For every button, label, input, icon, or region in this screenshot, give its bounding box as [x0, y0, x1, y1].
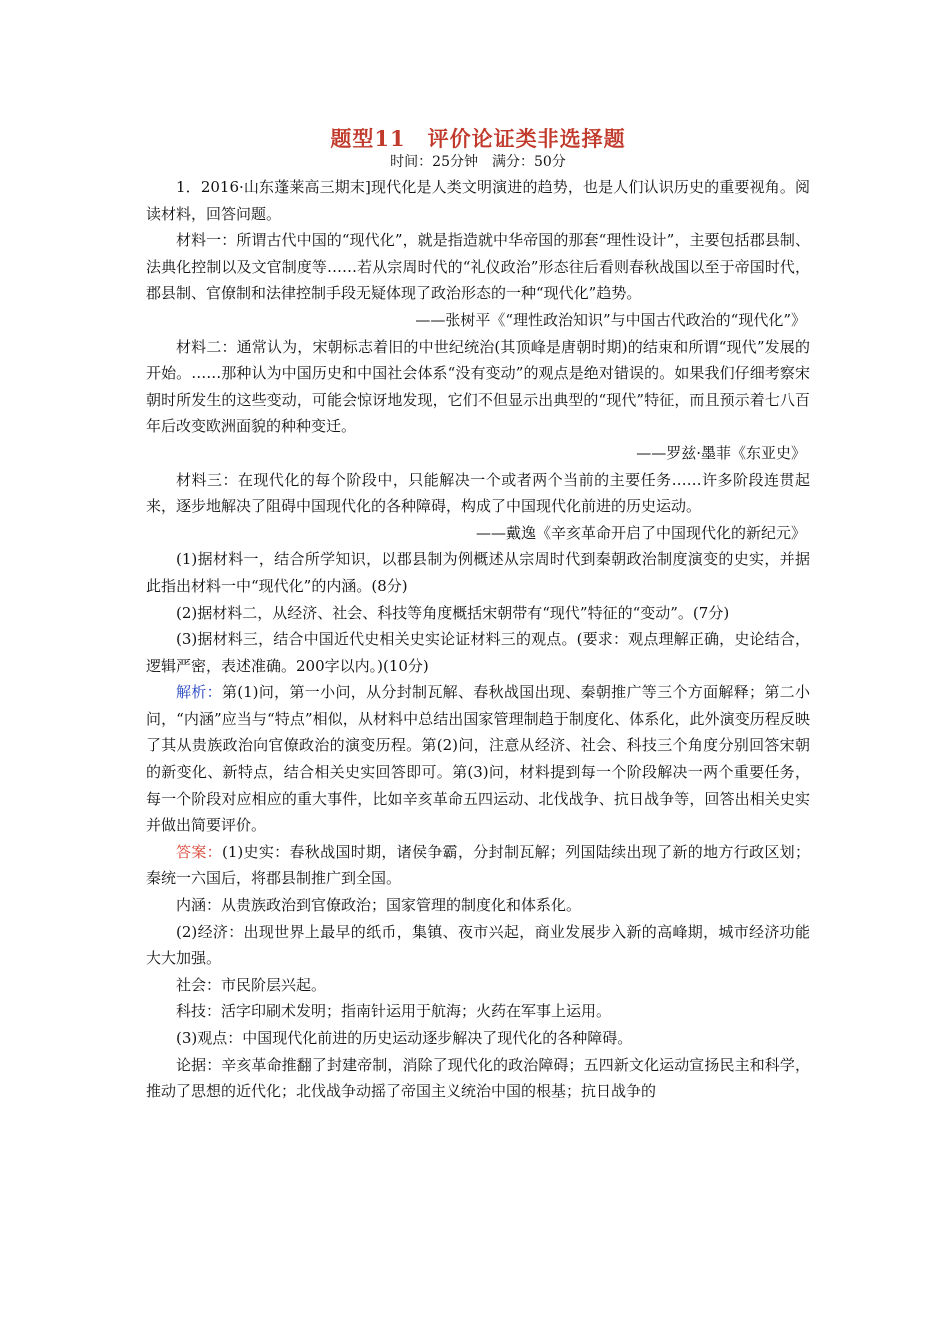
sub-question-1: (1)据材料一，结合所学知识，以郡县制为例概述从宗周时代到秦朝政治制度演变的史实，并据此指出材料一中“现代化”的内涵。(8分) [146, 550, 810, 595]
material-3: 材料三：在现代化的每个阶段中，只能解决一个或者两个当前的主要任务……许多阶段连贯起来，逐步地解决了阻碍中国现代化的各种障碍，构成了中国现代化前进的历史运动。 [146, 470, 810, 516]
answer-3-viewpoint: (3)观点：中国现代化前进的历史运动逐步解决了现代化的各种障碍。 [176, 1029, 633, 1047]
material-1: 材料一：所谓古代中国的“现代化”，就是指造就中华帝国的那套“理性设计”，主要包括郡县制、法典化控制以及文官制度等……若从宗周时代的“礼仪政治”形态往后看则春秋战国以至于帝国时代，郡县制、官僚制和法律控制手段无疑体现了政治形态的一种“现代化”趋势。 [146, 231, 810, 303]
analysis-text: 第(1)问，第一小问，从分封制瓦解、春秋战国出现、秦朝推广等三个方面解释；第二小问，“内涵”应当与“特点”相似，从材料中总结出国家管理制趋于制度化、体系化，此外演变历程反映了其从贵族政治向官僚政治的演变历程。第(2)问，注意从经济、社会、科技三个角度分别回答宋朝的新变化、新特点，结合相关史实回答即可。第(3)问，材料提到每一个阶段解决一两个重要任务，每一个阶段对应相应的重大事件，比如辛亥革命五四运动、北伐战争、抗日战争等，回答出相关史实并做出简要评价。 [146, 683, 810, 835]
sub-question-2: (2)据材料二，从经济、社会、科技等角度概括宋朝带有“现代”特征的“变动”。(7分) [176, 603, 730, 622]
analysis-label: 解析： [176, 683, 222, 702]
analysis-paragraph [146, 679, 810, 839]
sub-question-3: (3)据材料三，结合中国近代史相关史实论证材料三的观点。(要求：观点理解正确，史论结合，逻辑严密，表述准确。200字以内。)(10分) [146, 630, 810, 675]
answer-paragraph [146, 839, 810, 892]
material-2: 材料二：通常认为，宋朝标志着旧的中世纪统治(其顶峰是唐朝时期)的结束和所谓“现代”发展的开始。……那种认为中国历史和中国社会体系“没有变动”的观点是绝对错误的。如果我们仔细考察宋朝时所发生的这些变动，可能会惊讶地发现，它们不但显示出典型的“现代”特征，而且预示着七八百年后改变欧洲面貌的种种变迁。 [146, 337, 810, 436]
answer-label: 答案： [176, 842, 222, 861]
material-1-source: ——张树平《“理性政治知识”与中国古代政治的“现代化”》 [415, 310, 806, 329]
document-body [146, 126, 810, 1105]
answer-1-connotation: 内涵：从贵族政治到官僚政治；国家管理的制度化和体系化。 [176, 896, 582, 915]
page-title: 题型11 评价论证类非选择题 [330, 126, 626, 151]
material-2-source: ——罗兹·墨菲《东亚史》 [636, 443, 806, 462]
time-score-line: 时间：25分钟 满分：50分 [390, 154, 566, 170]
answer-2-technology: 科技：活字印刷术发明；指南针运用于航海；火药在军事上运用。 [176, 1002, 612, 1021]
answer-2-society: 社会：市民阶层兴起。 [176, 975, 327, 994]
answer-1-text: (1)史实：春秋战国时期，诸侯争霸，分封制瓦解；列国陆续出现了新的地方行政区划；秦统一六国后，将郡县制推广到全国。 [146, 842, 810, 888]
answer-3-argument: 论据：辛亥革命推翻了封建帝制，消除了现代化的政治障碍；五四新文化运动宣扬民主和科学，推动了思想的近代化；北伐战争动摇了帝国主义统治中国的根基；抗日战争的 [146, 1055, 810, 1101]
material-3-source: ——戴逸《辛亥革命开启了中国现代化的新纪元》 [475, 523, 806, 542]
question-intro: 1．2016·山东蓬莱高三期末]现代化是人类文明演进的趋势，也是人们认识历史的重要视角。阅读材料，回答问题。 [146, 178, 810, 223]
answer-2-economy: (2)经济：出现世界上最早的纸币，集镇、夜市兴起，商业发展步入新的高峰期，城市经济功能大大加强。 [146, 922, 810, 968]
